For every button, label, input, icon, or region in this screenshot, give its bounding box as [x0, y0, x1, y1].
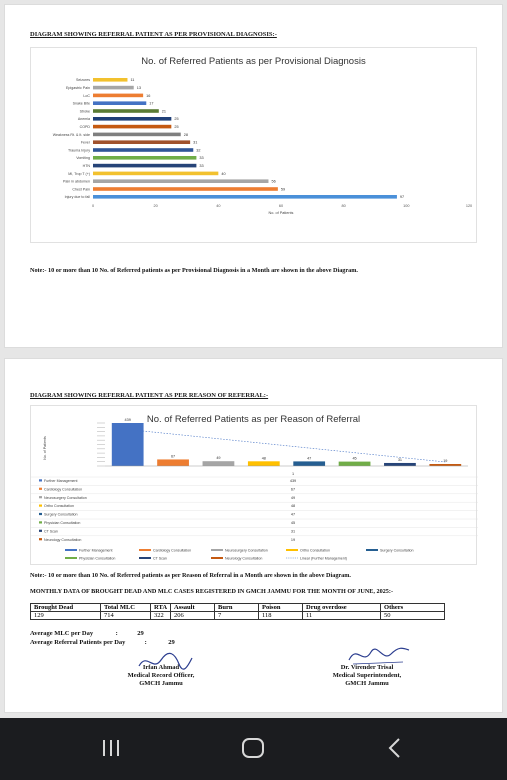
- legend-swatch: [39, 496, 42, 498]
- monthly-data-title: MONTHLY DATA OF BROUGHT DEAD AND MLC CASES REGISTERED IN GMCH JAMMU FOR THE MONTH OF JUNE, 2025:-: [30, 588, 394, 595]
- x-tick-label: 80: [341, 203, 346, 208]
- legend-swatch: [65, 549, 77, 551]
- legend-label: Further Management: [79, 548, 113, 553]
- category-label: LoC: [83, 93, 90, 98]
- data-label: 19: [443, 459, 448, 463]
- table-row-label: Neurology Consultation: [44, 537, 82, 542]
- page2-heading: DIAGRAM SHOWING REFERRAL PATIENT AS PER REASON OF REFERRAL:-: [30, 392, 269, 399]
- x-tick-label: 0: [91, 203, 95, 208]
- bar: [203, 461, 235, 466]
- signatory-name-left: Irfan Ahmad: [142, 664, 180, 671]
- bar: [93, 86, 134, 90]
- bar: [293, 461, 325, 466]
- page1-heading: DIAGRAM SHOWING REFERRAL PATIENT AS PER PROVISIONAL DIAGNOSIS:-: [30, 31, 277, 38]
- category-label: Pain in abdomen: [63, 179, 90, 184]
- signatory-org-right: GMCH Jammu: [345, 680, 389, 687]
- signatory-designation-right: Medical Superintendent,: [332, 672, 402, 679]
- table-row-label: Physician Consultation: [44, 521, 81, 525]
- table-value: 19: [290, 537, 296, 542]
- avg-referral-value: 29: [168, 639, 175, 646]
- document-page-1: [4, 4, 503, 348]
- bar: [93, 179, 268, 183]
- data-label: 439: [124, 418, 131, 422]
- data-label: 25: [174, 125, 179, 129]
- referral-bar-chart: [31, 406, 478, 566]
- bar: [93, 109, 159, 113]
- android-navigation-bar: [0, 718, 507, 780]
- y-axis-label: No. of Patients: [43, 436, 47, 460]
- bar: [339, 462, 371, 466]
- diagnosis-bar-chart: [31, 48, 478, 244]
- bar: [93, 94, 143, 98]
- data-label: 56: [271, 179, 276, 184]
- table-row-label: Surgery Consultation: [44, 512, 78, 517]
- data-label: 59: [280, 187, 286, 192]
- data-label: 31: [193, 140, 198, 145]
- avg-referral-label: Average Referral Patients per Day: [30, 639, 126, 646]
- table-row-label: Neurosurgery Consultation: [44, 495, 87, 500]
- avg-mlc-value: 29: [137, 630, 144, 637]
- legend-swatch: [366, 549, 378, 551]
- category-label: Stroke: [79, 109, 90, 114]
- data-label: 45: [352, 456, 357, 461]
- referral-chart-title: No. of Referred Patients as per Reason of Referral: [146, 414, 361, 425]
- legend-swatch: [211, 557, 223, 559]
- data-label: 31: [397, 457, 403, 462]
- bar: [93, 101, 146, 105]
- mlc-value-cell: 322: [151, 612, 171, 620]
- signatory-designation-left: Medical Record Officer,: [127, 672, 195, 679]
- diagnosis-chart: [30, 47, 477, 243]
- mlc-value-cell: 129: [31, 612, 101, 620]
- mlc-table-row: [31, 612, 445, 620]
- referral-chart: [30, 405, 477, 565]
- category-label: Trauma Injury: [67, 148, 90, 153]
- legend-swatch: [139, 557, 151, 559]
- mlc-header-cell: RTA: [151, 604, 171, 612]
- data-label: 11: [130, 78, 135, 83]
- bar: [93, 125, 171, 129]
- data-label: 47: [307, 456, 312, 461]
- bar: [93, 164, 196, 168]
- category-label: Chest Pain: [72, 187, 90, 192]
- x-tick-label: 120: [465, 203, 473, 208]
- mlc-table-header-row: [31, 604, 445, 612]
- table-value: 439: [289, 479, 297, 483]
- table-row-label: Further Management: [44, 479, 78, 483]
- category-label: Weakness Rt. & It. side: [52, 132, 90, 137]
- x-tick-label: 40: [216, 203, 221, 208]
- legend-label: Ortho Consultation: [300, 548, 330, 553]
- legend-swatch: [39, 513, 42, 515]
- signature-block-left: [101, 664, 221, 688]
- data-label: 13: [136, 86, 141, 90]
- bar: [157, 459, 189, 466]
- legend-label: Surgery Consultation: [380, 548, 414, 553]
- mlc-header-cell: Drug overdose: [303, 604, 381, 612]
- table-value: 31: [290, 529, 296, 534]
- mlc-value-cell: 118: [259, 612, 303, 620]
- avg-referral-colon: :: [144, 639, 147, 646]
- back-icon: [380, 736, 410, 760]
- bar: [93, 172, 218, 176]
- data-label: 28: [183, 132, 188, 137]
- x-axis-label: No. of Patients: [268, 210, 294, 215]
- x-tick-label: 20: [153, 203, 158, 208]
- mlc-value-cell: 7: [215, 612, 259, 620]
- legend-swatch: [65, 557, 77, 559]
- category-label: MI, Trop T (+): [68, 171, 90, 176]
- avg-mlc-label: Average MLC per Day: [30, 630, 94, 637]
- category-label: COPD: [79, 125, 90, 129]
- legend-label: CT Scan: [153, 556, 167, 561]
- legend-swatch: [39, 505, 42, 507]
- legend-swatch: [39, 521, 42, 523]
- page2-note: Note:- 10 or more than 10 No. of Referred patients as per Reason of Referral in a Month are shown in the above Diagram.: [30, 572, 351, 579]
- legend-swatch: [39, 479, 42, 481]
- table-value: 45: [290, 521, 296, 525]
- table-value: 47: [290, 512, 296, 517]
- data-label: 25: [174, 117, 179, 122]
- data-label: 40: [221, 171, 226, 176]
- bar: [93, 195, 397, 199]
- home-button[interactable]: [238, 736, 268, 760]
- x-tick-label: 60: [278, 203, 284, 208]
- data-label: 48: [261, 456, 266, 461]
- category-label: Anemia: [77, 117, 90, 122]
- legend-label: Neurology Consultation: [225, 556, 263, 561]
- table-header-cell: 1: [291, 472, 295, 476]
- bar: [93, 148, 193, 152]
- legend-swatch: [39, 538, 42, 540]
- table-row-label: CT Scan: [44, 529, 58, 534]
- table-row-label: Ortho Consultation: [44, 504, 74, 509]
- data-label: 16: [146, 93, 151, 98]
- bar: [93, 140, 190, 144]
- home-icon: [238, 736, 268, 760]
- mlc-value-cell: 50: [381, 612, 445, 620]
- mlc-header-cell: Total MLC: [101, 604, 151, 612]
- bar: [429, 464, 461, 466]
- table-row-label: Cardiology Consultation: [44, 487, 83, 492]
- diagnosis-chart-title: No. of Referred Patients as per Provisional Diagnosis: [141, 56, 366, 67]
- category-label: Fever: [80, 140, 90, 145]
- legend-label: Physician Consultation: [79, 556, 116, 561]
- mlc-value-cell: 11: [303, 612, 381, 620]
- legend-swatch: [139, 549, 151, 551]
- bar: [93, 117, 171, 121]
- mlc-data-table: [30, 603, 445, 620]
- signatory-org-left: GMCH Jammu: [139, 680, 183, 687]
- data-label: 33: [199, 164, 204, 168]
- document-page-2: [4, 358, 503, 713]
- signatory-name-right: Dr. Virender Trisal: [340, 664, 394, 671]
- trendline: [128, 429, 446, 462]
- bar: [93, 133, 181, 137]
- bar: [384, 463, 416, 466]
- x-tick-label: 100: [403, 203, 410, 208]
- bar: [93, 78, 127, 82]
- mlc-value-cell: 714: [101, 612, 151, 620]
- data-label: 97: [399, 195, 405, 200]
- mlc-header-cell: Burn: [215, 604, 259, 612]
- data-label: 33: [199, 156, 204, 161]
- data-label: 21: [161, 109, 167, 114]
- bar: [93, 187, 278, 191]
- category-label: Epigastric Pain: [66, 86, 90, 90]
- data-label: 49: [216, 456, 221, 461]
- mlc-value-cell: 206: [171, 612, 215, 620]
- recent-apps-icon: [96, 736, 126, 760]
- data-label: 17: [149, 101, 154, 106]
- legend-swatch: [39, 530, 42, 532]
- mlc-header-cell: Brought Dead: [31, 604, 101, 612]
- bar: [93, 156, 196, 160]
- legend-swatch: [211, 549, 223, 551]
- signature-block-right: [307, 664, 427, 688]
- avg-referral-row: [30, 639, 175, 646]
- data-label: 67: [170, 454, 176, 459]
- legend-swatch: [39, 488, 42, 490]
- data-label: 32: [196, 148, 201, 153]
- mlc-header-cell: Poison: [259, 604, 303, 612]
- legend-label: Neurosurgery Consultation: [225, 548, 268, 553]
- recent-apps-button[interactable]: [96, 736, 126, 760]
- legend-label: Linear (Further Management): [300, 556, 347, 561]
- table-value: 49: [290, 495, 296, 500]
- mlc-header-cell: Assault: [171, 604, 215, 612]
- category-label: Vomiting: [76, 156, 90, 161]
- bar: [248, 461, 280, 466]
- table-value: 48: [290, 504, 296, 509]
- category-label: HTN: [82, 164, 90, 168]
- category-label: Seizures: [76, 78, 90, 83]
- back-button[interactable]: [380, 736, 410, 760]
- category-label: Injury due to fall: [64, 195, 90, 200]
- legend-swatch: [286, 549, 298, 551]
- avg-mlc-row: [30, 630, 144, 637]
- legend-label: Cardiology Consultation: [153, 548, 192, 553]
- category-label: Snake Bite: [72, 101, 90, 106]
- avg-mlc-colon: :: [115, 630, 118, 637]
- page1-note: Note:- 10 or more than 10 No. of Referred patients as per Provisional Diagnosis in a Month are shown in the above Diagram.: [30, 267, 358, 274]
- mlc-header-cell: Others: [381, 604, 445, 612]
- table-value: 67: [290, 487, 296, 492]
